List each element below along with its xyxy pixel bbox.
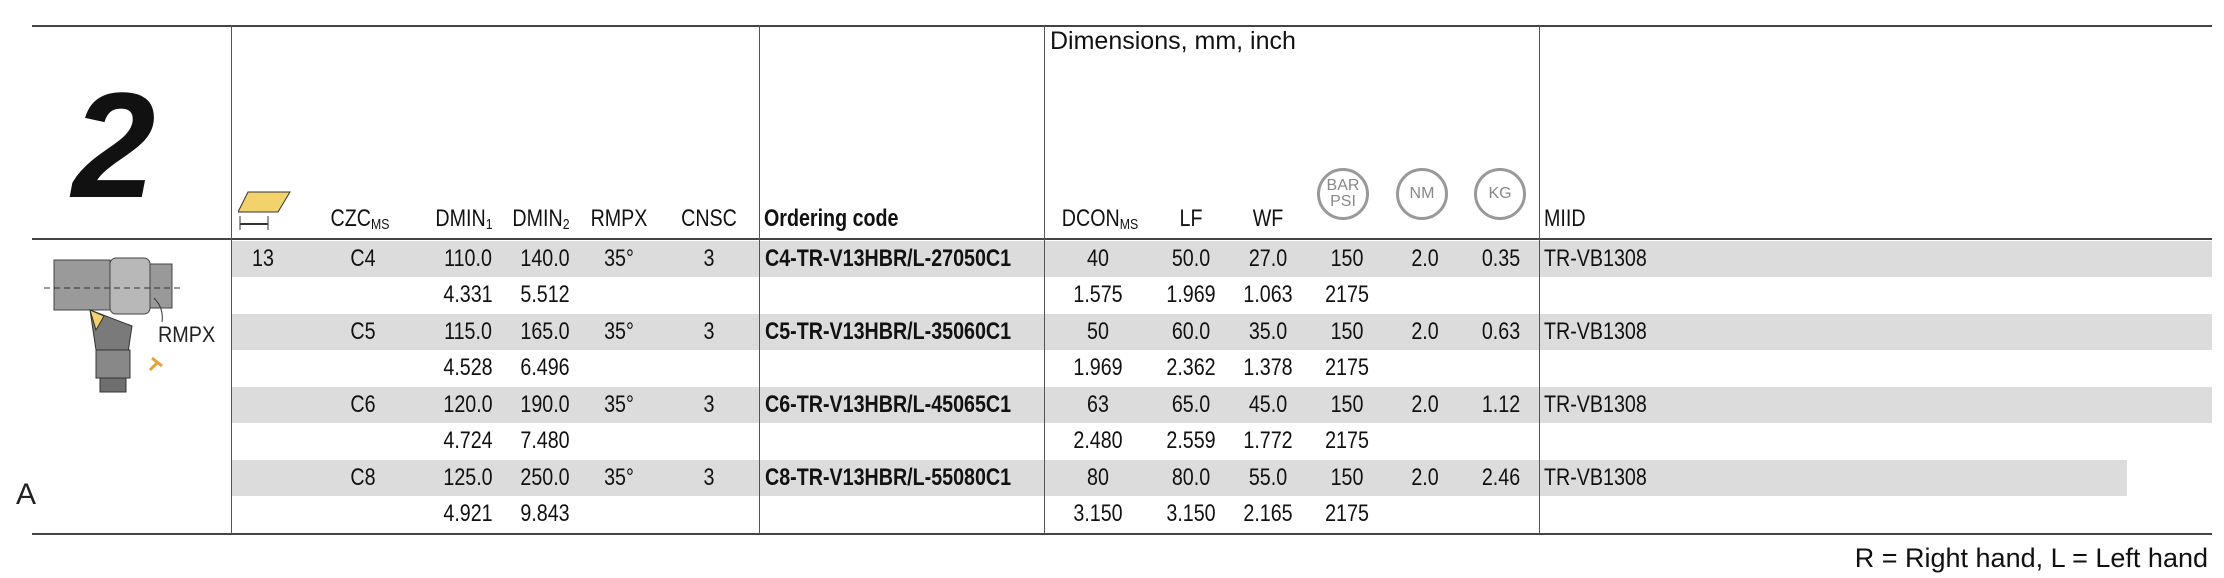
cell-lf-in: 3.150 [1166, 500, 1216, 527]
cell-dmin1-mm: 125.0 [443, 464, 493, 491]
cell-wf-in: 1.063 [1243, 281, 1293, 308]
cell-psi: 2175 [1325, 500, 1369, 527]
cell-wf-mm: 45.0 [1248, 391, 1288, 418]
cell-nm: 2.0 [1411, 391, 1439, 418]
cell-rmpx: 35° [604, 245, 634, 272]
cell-nm: 2.0 [1411, 464, 1439, 491]
cell-dmin1-mm: 110.0 [444, 245, 492, 272]
cell-wf-mm: 27.0 [1248, 245, 1288, 272]
cell-bar: 150 [1330, 391, 1364, 418]
footnote: R = Right hand, L = Left hand [1854, 543, 2208, 573]
cell-bar: 150 [1330, 245, 1364, 272]
cell-rmpx: 35° [604, 464, 634, 491]
cell-nm: 2.0 [1411, 318, 1439, 345]
cell-dmin1-in: 4.331 [443, 281, 493, 308]
cell-nm: 2.0 [1411, 245, 1439, 272]
bottom-rule [32, 533, 2212, 535]
cell-code: C5-TR-V13HBR/L-35060C1 [765, 318, 1012, 345]
cell-code: C8-TR-V13HBR/L-55080C1 [765, 464, 1012, 491]
header-cnsc: CNSC [681, 205, 737, 232]
cell-bar: 150 [1330, 318, 1364, 345]
header-miid: MIID [1544, 205, 1586, 232]
cell-lf-mm: 80.0 [1171, 464, 1211, 491]
cell-dmin2-in: 9.843 [520, 500, 570, 527]
header-dmin2: $DMIN_2$ [512, 205, 570, 233]
cell-psi: 2175 [1325, 281, 1369, 308]
cell-lf-in: 1.969 [1166, 281, 1216, 308]
cell-dmin1-in: 4.528 [443, 354, 493, 381]
cell-code: C4-TR-V13HBR/L-27050C1 [765, 245, 1012, 272]
cell-miid: TR-VB1308 [1544, 318, 1647, 345]
cell-cnsc: 3 [703, 391, 715, 418]
cell-rmpx: 35° [604, 318, 634, 345]
cell-lf-mm: 50.0 [1171, 245, 1211, 272]
cell-dcon-in: 3.150 [1073, 500, 1123, 527]
header-dmin1: $DMIN_1$ [435, 205, 493, 233]
cell-kg: 0.35 [1481, 245, 1521, 272]
column-divider [1539, 25, 1540, 533]
cell-miid: TR-VB1308 [1544, 464, 1647, 491]
cell-dmin2-mm: 250.0 [520, 464, 570, 491]
cell-wf-in: 1.378 [1243, 354, 1293, 381]
torque-nm-icon: NM [1396, 168, 1448, 220]
header-ordering-code: Ordering code [764, 205, 899, 232]
bar-psi-icon: BAR PSI [1317, 168, 1369, 220]
header-rmpx: RMPX [590, 205, 648, 232]
cell-code: C6-TR-V13HBR/L-45065C1 [765, 391, 1012, 418]
cell-czc: C4 [350, 245, 376, 272]
cell-lf-in: 2.362 [1166, 354, 1216, 381]
cell-cnsc: 3 [703, 245, 715, 272]
cell-kg: 2.46 [1481, 464, 1521, 491]
page-number: 2 [72, 61, 156, 229]
cell-dmin1-mm: 115.0 [444, 318, 492, 345]
rmpx-label: RMPX [158, 322, 216, 347]
header-lf: LF [1179, 205, 1203, 232]
cell-miid: TR-VB1308 [1544, 245, 1647, 272]
cell-kg: 0.63 [1481, 318, 1521, 345]
cell-rmpx: 35° [604, 391, 634, 418]
cell-dcon-mm: 63 [1087, 391, 1109, 418]
cell-kg: 1.12 [1481, 391, 1521, 418]
cell-dcon-mm: 40 [1087, 245, 1109, 272]
cell-wf-mm: 55.0 [1248, 464, 1288, 491]
side-letter: A [16, 478, 37, 511]
cell-czc: C5 [350, 318, 376, 345]
cell-lf-mm: 65.0 [1171, 391, 1211, 418]
cell-lf-in: 2.559 [1166, 427, 1216, 454]
cell-wf-in: 1.772 [1243, 427, 1293, 454]
cell-dcon-in: 1.969 [1073, 354, 1123, 381]
cell-wf-mm: 35.0 [1248, 318, 1288, 345]
cell-insert-size: 13 [252, 245, 274, 272]
dimensions-title: Dimensions, mm, inch [1050, 27, 1296, 55]
column-divider [759, 25, 760, 533]
cell-dcon-in: 2.480 [1073, 427, 1123, 454]
cell-dcon-mm: 50 [1087, 318, 1109, 345]
cell-psi: 2175 [1325, 354, 1369, 381]
cell-wf-in: 2.165 [1243, 500, 1293, 527]
cell-dmin2-in: 7.480 [520, 427, 570, 454]
cell-lf-mm: 60.0 [1171, 318, 1211, 345]
cell-cnsc: 3 [703, 318, 715, 345]
cell-cnsc: 3 [703, 464, 715, 491]
cell-dmin1-in: 4.724 [443, 427, 493, 454]
cell-czc: C6 [350, 391, 376, 418]
cell-dcon-in: 1.575 [1073, 281, 1123, 308]
cell-psi: 2175 [1325, 427, 1369, 454]
header-czc: $CZC_{MS}$ [330, 205, 390, 233]
insert-size-icon [238, 190, 294, 230]
cell-dmin1-in: 4.921 [443, 500, 493, 527]
header-wf: WF [1252, 205, 1284, 232]
cell-bar: 150 [1330, 464, 1364, 491]
cell-czc: C8 [350, 464, 376, 491]
cell-dmin2-in: 5.512 [520, 281, 570, 308]
cell-dcon-mm: 80 [1087, 464, 1109, 491]
header-dcon: $DCON_{MS}$ [1061, 205, 1139, 233]
cell-miid: TR-VB1308 [1544, 391, 1647, 418]
cell-dmin2-in: 6.496 [520, 354, 570, 381]
cell-dmin2-mm: 190.0 [520, 391, 570, 418]
cell-dmin2-mm: 140.0 [520, 245, 570, 272]
column-divider [1044, 25, 1045, 533]
weight-kg-icon: KG [1474, 168, 1526, 220]
cell-dmin2-mm: 165.0 [520, 318, 570, 345]
cell-dmin1-mm: 120.0 [443, 391, 493, 418]
